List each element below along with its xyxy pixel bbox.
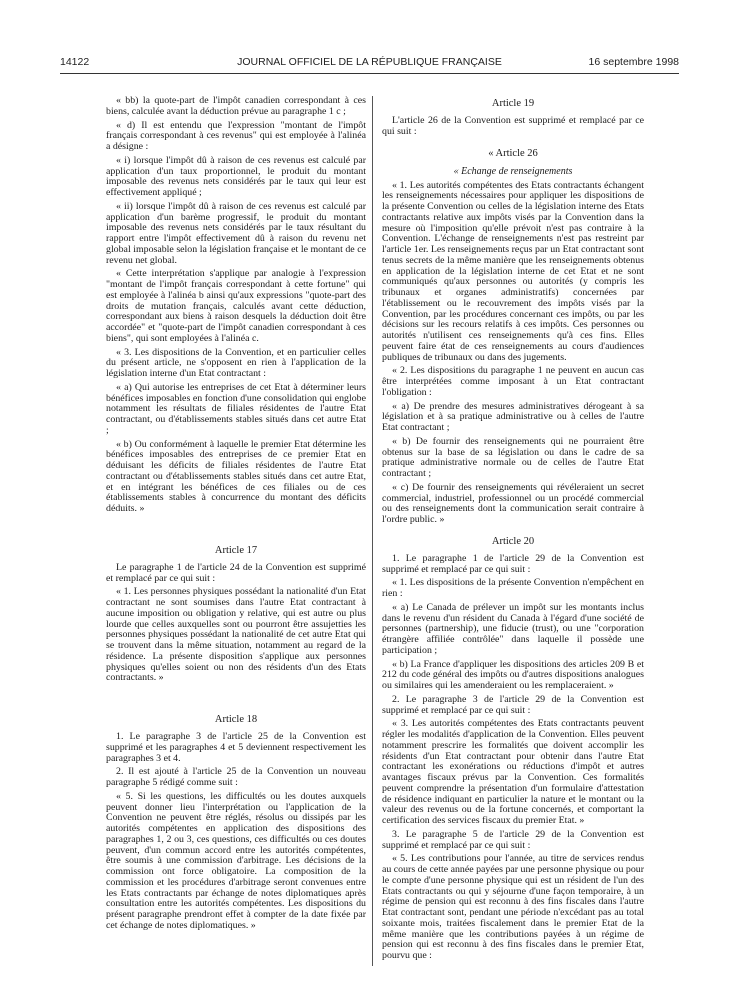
paragraph: « i) lorsque l'impôt dû à raison de ces revenus est calculé par application d'un taux proportionnel, le produit du montant imposable des revenus nets considérés par le taux qui leur est effectivement appliqué ; bbox=[106, 154, 366, 198]
paragraph: « 1. Les autorités compétentes des Etats contractants échangent les renseignements nécessaires pour appliquer les dispositions de la présente Convention ou celles de la législation interne des Etats contractants relative aux impôts visés par la Convention dans la mesure où l'imposition qu'elle prévoit n'est pas contraire à la Convention. L'échange de renseignements n'est pas restreint par l'article 1er. Les renseignements reçus par un Etat contractant sont tenus secrets de la même manière que les renseignements obtenus en application de la législation interne de cet Etat et ne sont communiqués qu'aux personnes ou autorités (y compris les tribunaux et organes administratifs) concernées par l'établissement ou le recouvrement des impôts visés par la Convention, par les procédures concernant ces impôts, ou par les décisions sur les recours relatifs à ces impôts. Ces personnes ou autorités n'utilisent ces renseignements qu'à ces fins. Elles peuvent faire état de ces renseignements au cours d'audiences publiques de tribunaux ou dans des jugements. bbox=[382, 179, 644, 363]
article-heading: « Article 26 bbox=[488, 147, 538, 159]
paragraph: « b) Ou conformément à laquelle le premier Etat détermine les bénéfices imposables des entreprises de ce premier Etat en déduisant les déficits de filiales résidentes de l'autre Etat contractant ou d'établissements stables situés dans cet autre Etat, et en intégrant les bénéfices de ces filiales ou de ces établissements stables à concurrence du montant des déficits déduits. » bbox=[106, 438, 366, 514]
article-subheading: « Echange de renseignements bbox=[453, 165, 573, 177]
paragraph: « Cette interprétation s'applique par analogie à l'expression "montant de l'impôt français correspondant à cette fortune" qui est employée à l'alinéa b ainsi qu'aux expressions "quote-part des droits de mutation français, calculés avant cette déduction, correspondant aux biens à raison desquels la déduction doit être accordée" et "quote-part de l'impôt canadien correspondant à ces biens", qui sont employées à l'alinéa c. bbox=[106, 268, 366, 344]
paragraph: « ii) lorsque l'impôt dû à raison de ces revenus est calculé par application d'un barème progressif, le produit du montant imposable des revenus nets considérés par le taux résultant du rapport entre l'impôt effectivement dû à raison du revenu net global imposable selon la législation française et le montant de ce revenu net global. bbox=[106, 200, 366, 266]
paragraph: 1. Le paragraphe 1 de l'article 29 de la Convention est supprimé et remplacé par ce qui suit : bbox=[382, 552, 644, 575]
paragraph: « b) La France d'appliquer les dispositions des articles 209 B et 212 du code général des impôts ou d'autres dispositions analogues ou similaires qui les amenderaient ou les remplaceraient. » bbox=[382, 658, 644, 691]
paragraph: « 1. Les dispositions de la présente Convention n'empêchent en rien : bbox=[382, 577, 644, 599]
page-header bbox=[60, 56, 679, 72]
paragraph: « 1. Les personnes physiques possédant la nationalité d'un Etat contractant ne sont soumises dans l'autre Etat contractant à aucune imposition ou obligation y relative, qui est autre ou plus lourde que celles auxquelles sont ou pourront être assujetties les personnes physiques possédant la nationalité de cet autre Etat qui se trouvent dans la même situation, notamment au regard de la résidence. La présente disposition s'applique aux personnes physiques qu'elles soient ou non des résidents d'un des Etats contractants. » bbox=[106, 586, 366, 684]
paragraph: « a) Le Canada de prélever un impôt sur les montants inclus dans le revenu d'un résident du Canada à l'égard d'une société de personnes (partnership), une fiducie (trust), ou une "corporation étrangère affiliée contrôlée" dans laquelle il possède une participation ; bbox=[382, 601, 644, 656]
paragraph: « 3. Les autorités compétentes des Etats contractants peuvent régler les modalités d'application de la Convention. Elles peuvent notamment prescrire les formalités que doivent accomplir les résidents d'un Etat contractant pour obtenir dans l'autre Etat contractant les exonérations ou réductions d'impôt et autres avantages fiscaux prévus par la Convention. Ces formalités peuvent comprendre la présentation d'un formulaire d'attestation de résidence indiquant en particulier la nature et le montant ou la valeur des revenus ou de la fortune concernés, et comportant la certification des services fiscaux du premier Etat. » bbox=[382, 718, 644, 826]
paragraph: 1. Le paragraphe 3 de l'article 25 de la Convention est supprimé et les paragraphes 4 et 5 deviennent respectivement les paragraphes 3 et 4. bbox=[106, 731, 366, 764]
paragraph: 2. Il est ajouté à l'article 25 de la Convention un nouveau paragraphe 5 rédigé comme suit : bbox=[106, 766, 366, 788]
publication-date: 16 septembre 1998 bbox=[588, 56, 679, 68]
column-divider bbox=[372, 96, 373, 966]
paragraph: « 2. Les dispositions du paragraphe 1 ne peuvent en aucun cas être interprétées comme imposant à un Etat contractant l'obligation : bbox=[382, 365, 644, 398]
paragraph: « 5. Si les questions, les difficultés ou les doutes auxquels peuvent donner lieu l'interprétation ou l'application de la Convention ne peuvent être réglés, résolus ou dissipés par les autorités compétentes en application des dispositions des paragraphes 1, 2 ou 3, ces questions, ces difficultés ou ces doutes peuvent, d'un commun accord entre les autorités compétentes, être soumis à une commission d'arbitrage. Les décisions de la commission ont force obligatoire. La composition de la commission et les procédures d'arbitrage seront convenues entre les Etats contractants par échange de notes diplomatiques après consultation entre les autorités compétentes. Les dispositions du présent paragraphe prendront effet à compter de la date fixée par cet échange de notes diplomatiques. » bbox=[106, 790, 366, 931]
paragraph: « c) De fournir des renseignements qui révéleraient un secret commercial, industriel, professionnel ou un procédé commercial ou des renseignements dont la communication serait contraire à l'ordre public. » bbox=[382, 481, 644, 525]
journal-title: JOURNAL OFFICIEL DE LA RÉPUBLIQUE FRANÇAISE bbox=[237, 56, 502, 68]
paragraph: « d) Il est entendu que l'expression "montant de l'impôt français correspondant à ces revenus" qui est employée à l'alinéa a désigne : bbox=[106, 119, 366, 152]
paragraph: « a) Qui autorise les entreprises de cet Etat à déterminer leurs bénéfices imposables en fonction d'une consolidation qui englobe notamment les résultats de filiales résidentes de l'autre Etat contractant, ou d'établissements stables situés dans cet autre Etat ; bbox=[106, 381, 366, 436]
paragraph: « b) De fournir des renseignements qui ne pourraient être obtenus sur la base de sa législation ou dans le cadre de sa pratique administrative normale ou de celles de l'autre Etat contractant ; bbox=[382, 435, 644, 479]
paragraph: « bb) la quote-part de l'impôt canadien correspondant à ces biens, calculée avant la déduction prévue au paragraphe 1 c ; bbox=[106, 95, 366, 117]
paragraph: « 3. Les dispositions de la Convention, et en particulier celles du présent article, ne s'opposent en rien à l'application de la législation interne d'un Etat contractant : bbox=[106, 346, 366, 379]
paragraph: « 5. Les contributions pour l'année, au titre de services rendus au cours de cette année payées par une personne physique ou pour le compte d'une personne physique qui est un résident de l'un des Etats contractants ou qui y séjourne d'une façon temporaire, à un régime de pension qui est reconnu à des fins fiscales dans l'autre Etat contractant sont, pendant une période n'excédant pas au total soixante mois, traitées fiscalement dans le premier Etat de la même manière que les contributions payées à un régime de pension qui est reconnu à des fins fiscales dans le premier Etat, pourvu que : bbox=[382, 853, 644, 961]
paragraph: « a) De prendre des mesures administratives dérogeant à sa législation et à sa pratique administrative ou à celles de l'autre Etat contractant ; bbox=[382, 400, 644, 433]
article-heading: Article 19 bbox=[491, 98, 535, 109]
right-column bbox=[382, 96, 644, 965]
article-heading: Article 17 bbox=[214, 544, 258, 556]
paragraph: Le paragraphe 1 de l'article 24 de la Convention est supprimé et remplacé par ce qui suit : bbox=[106, 561, 366, 584]
article-heading: Article 18 bbox=[214, 714, 258, 725]
left-column bbox=[106, 96, 366, 935]
header-rule bbox=[60, 73, 679, 74]
paragraph: 3. Le paragraphe 5 de l'article 29 de la Convention est supprimé et remplacé par ce qui suit : bbox=[382, 828, 644, 851]
page-number: 14122 bbox=[60, 56, 90, 68]
paragraph: 2. Le paragraphe 3 de l'article 29 de la Convention est supprimé et remplacé par ce qui suit : bbox=[382, 693, 644, 716]
paragraph: L'article 26 de la Convention est supprimé et remplacé par ce qui suit : bbox=[382, 115, 644, 137]
article-heading: Article 20 bbox=[491, 535, 535, 547]
